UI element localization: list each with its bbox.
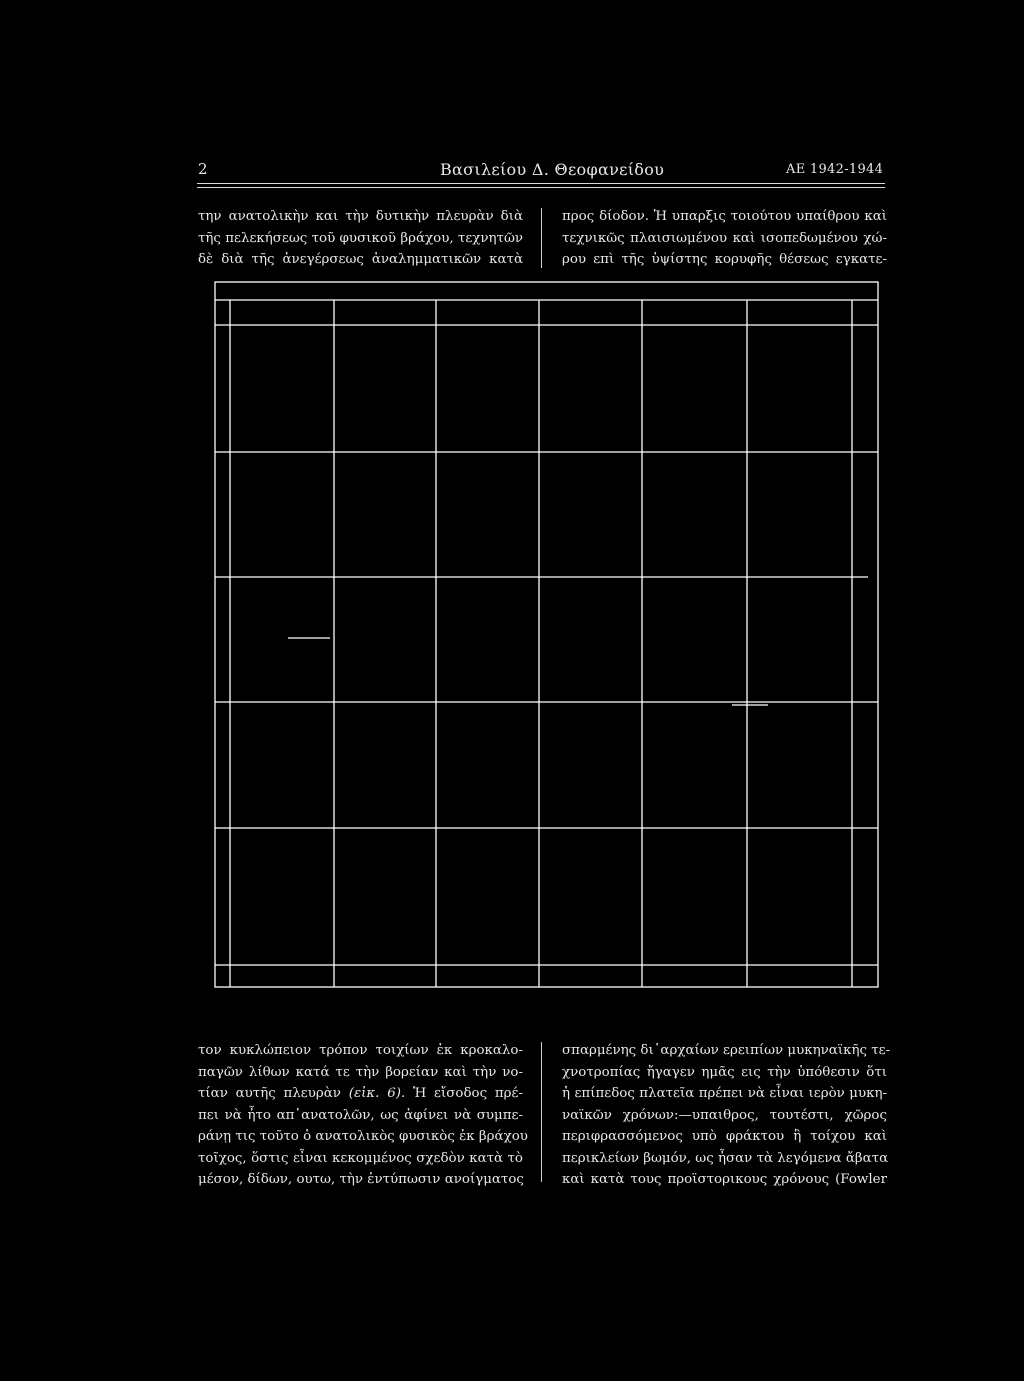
figure-reference: (εἰκ. 6).	[348, 1086, 406, 1101]
text-line: τεχνικῶς πλαισιωμένου καὶ ισοπεδωμένου χώ-	[562, 230, 887, 246]
text-line: πει νὰ ἦτο απ᾽ανατολῶν, ως ἀφίνει νὰ συμπε-	[198, 1107, 523, 1123]
text-line: παγῶν λίθων κατά τε τὴν βορείαν καὶ τὴν νο-	[198, 1064, 523, 1080]
header-rule-bottom	[197, 187, 885, 188]
text-column-bottom-left	[198, 1040, 528, 1191]
text-line: καὶ κατὰ τους προϊστορικους χρόνους (Fowler	[562, 1172, 887, 1187]
text-line: περικλείων βωμόν, ως ἦσαν τὰ λεγόμενα ἄβατα	[562, 1150, 889, 1166]
text-line: ράνῃ τις τοῦτο ὁ ανατολικὸς φυσικὸς ἐκ βράχου	[198, 1129, 528, 1144]
text-line: τοῖχος, ὅστις εἶναι κεκομμένος σχεδὸν κατὰ τὸ	[198, 1150, 523, 1166]
running-title: Βασιλείου Δ. Θεοφανείδου	[440, 160, 665, 179]
column-divider	[541, 208, 542, 268]
text-column-top-right	[562, 206, 887, 271]
text-line: δὲ διὰ τῆς ἀνεγέρσεως ἀναλημματικῶν κατὰ	[198, 252, 523, 267]
text-line: σπαρμένης δι᾽αρχαίων ερειπίων μυκηναϊκῆς τε-	[562, 1043, 891, 1058]
text-column-bottom-right	[562, 1040, 891, 1191]
page-number: 2	[198, 160, 208, 178]
text-line: ναϊκῶν χρόνων:—υπαιθρος, τουτέστι, χῶρος	[562, 1107, 887, 1123]
text-line: την ανατολικὴν και τὴν δυτικὴν πλευρὰν διὰ	[198, 209, 523, 224]
text-line: ἡ επίπεδος πλατεῖα πρέπει νὰ εἶναι ιερὸν μυκη-	[562, 1086, 887, 1101]
text-line: μέσον, δίδων, ουτω, τὴν ἐντύπωσιν ανοίγματος	[198, 1172, 524, 1187]
figure-outer-frame	[215, 282, 878, 987]
text-line: περιφρασσόμενος υπὸ φράκτου ἢ τοίχου καὶ	[562, 1129, 887, 1144]
text-line: τίαν αυτῆς πλευρὰν	[198, 1086, 341, 1101]
figure-grid-plan	[212, 280, 882, 990]
text-line: τῆς πελεκήσεως τοῦ φυσικοῦ βράχου, τεχνητῶν	[198, 230, 523, 246]
text-line-with-figure-ref	[198, 1083, 523, 1105]
text-line: χνοτροπίας ἤγαγεν ημᾶς εις τὴν ὑπόθεσιν ὅτι	[562, 1064, 887, 1080]
text-column-top-left	[198, 206, 523, 271]
header-rule-top	[197, 183, 885, 184]
column-divider	[541, 1042, 542, 1182]
text-line: τον κυκλώπειον τρόπον τοιχίων ἐκ κροκαλο-	[198, 1043, 523, 1058]
figure-grid-svg	[212, 280, 882, 990]
journal-reference: ΑΕ 1942-1944	[786, 162, 884, 177]
text-line: Ἡ εἴσοδος πρέ-	[412, 1086, 523, 1101]
text-line: προς δίοδον. Ἡ υπαρξις τοιούτου υπαίθρου καὶ	[562, 209, 887, 224]
text-line: ρου επὶ τῆς ὑψίστης κορυφῆς θέσεως εγκατε-	[562, 252, 887, 267]
